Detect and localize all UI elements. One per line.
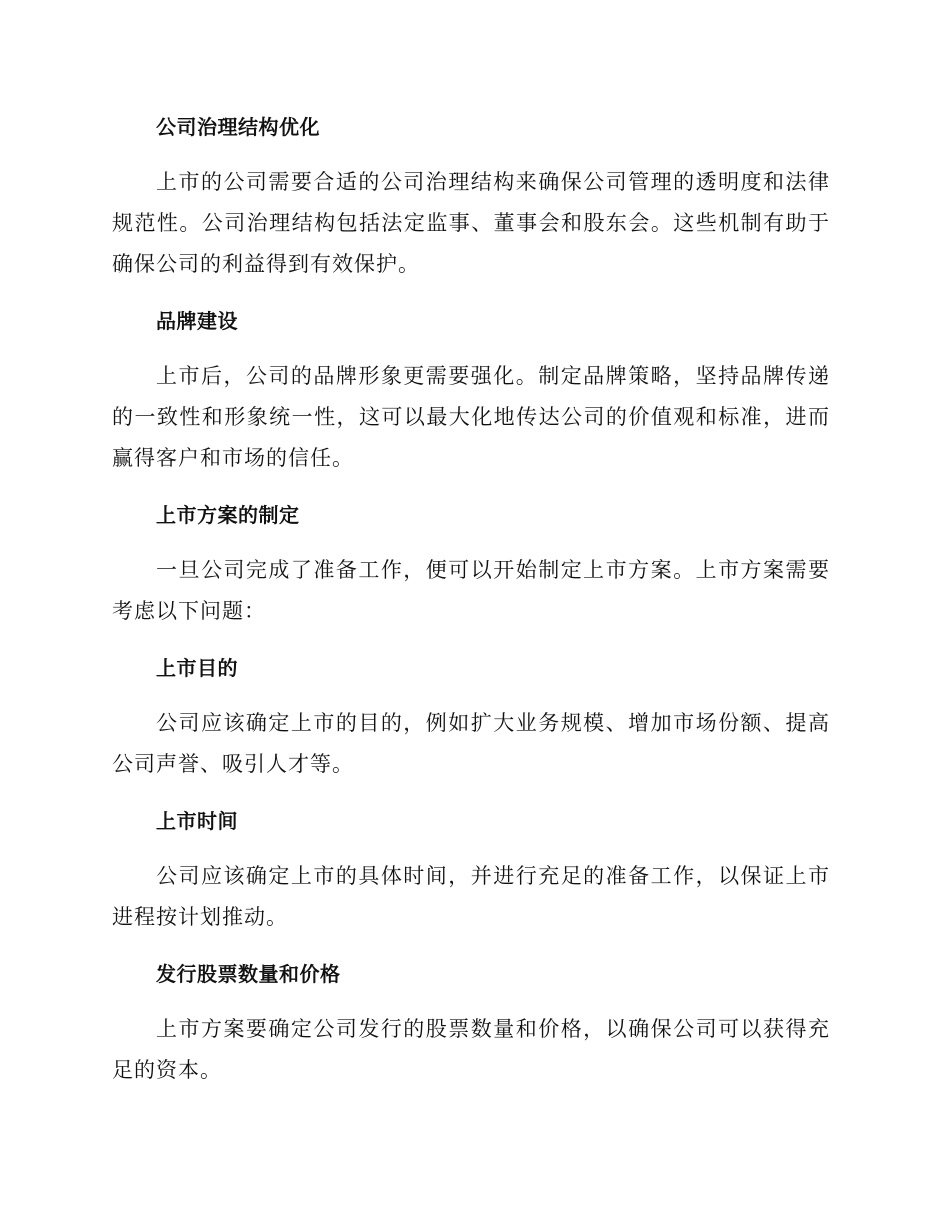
section-listing-time	[112, 802, 830, 938]
section-heading: 上市时间	[156, 809, 238, 833]
section-paragraph: 上市方案要确定公司发行的股票数量和价格，以确保公司可以获得充足的资本。	[112, 1017, 830, 1082]
section-paragraph: 公司应该确定上市的目的，例如扩大业务规模、增加市场份额、提高公司声誉、吸引人才等。	[112, 711, 830, 776]
section-paragraph: 一旦公司完成了准备工作，便可以开始制定上市方案。上市方案需要考虑以下问题：	[112, 558, 830, 623]
section-listing-plan	[112, 496, 830, 632]
section-heading: 公司治理结构优化	[156, 115, 320, 139]
document-content	[112, 108, 830, 1108]
section-heading: 品牌建设	[156, 309, 238, 333]
section-paragraph: 上市的公司需要合适的公司治理结构来确保公司管理的透明度和法律规范性。公司治理结构包括法定监事、董事会和股东会。这些机制有助于确保公司的利益得到有效保护。	[112, 170, 830, 276]
section-heading: 上市方案的制定	[156, 503, 300, 527]
section-share-issuance	[112, 955, 830, 1091]
section-heading: 发行股票数量和价格	[156, 962, 341, 986]
section-paragraph: 上市后，公司的品牌形象更需要强化。制定品牌策略，坚持品牌传递的一致性和形象统一性，这可以最大化地传达公司的价值观和标准，进而赢得客户和市场的信任。	[112, 364, 830, 470]
section-listing-purpose	[112, 649, 830, 785]
section-brand	[112, 302, 830, 479]
section-governance	[112, 108, 830, 285]
section-paragraph: 公司应该确定上市的具体时间，并进行充足的准备工作，以保证上市进程按计划推动。	[112, 864, 830, 929]
section-heading: 上市目的	[156, 656, 238, 680]
